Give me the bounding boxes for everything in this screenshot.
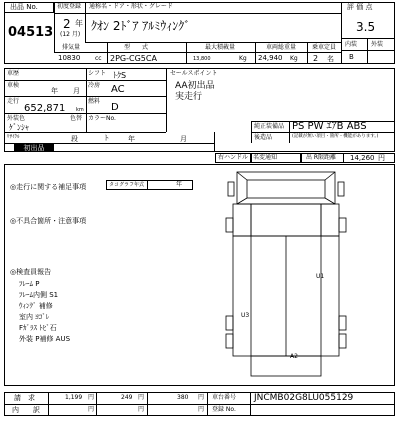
handle-value: 右ハンドル (218, 154, 249, 161)
mileage-label: 走行 (7, 98, 20, 105)
color-number-label: カラーNo. (88, 115, 116, 122)
gross-weight-value: 24,940 (258, 54, 283, 62)
displacement-unit: cc (95, 55, 102, 62)
chassis-label: 車台番号 (212, 394, 237, 401)
exterior-label: 外装 (371, 41, 384, 48)
vehicle-name: ｸｵﾝ 2ﾄﾞｱ ｱﾙﾐｳｨﾝｸﾞ (91, 19, 191, 33)
mileage-unit: km (76, 107, 84, 113)
equipment-label: 純正装備品 (254, 123, 285, 130)
inspector-line-5: Fｶﾞﾗｽ ﾄﾋﾞ石 (19, 324, 57, 332)
lot-number: 04513 (8, 25, 54, 40)
breakdown-unit-1: 円 (88, 406, 95, 413)
past-unit: 円 (378, 154, 385, 162)
max-load-unit: Kg (239, 55, 247, 62)
lot-label: 出品 No. (10, 3, 38, 11)
gross-weight-unit: Kg (290, 55, 298, 62)
first-reg-month: (12 月) (60, 31, 81, 38)
exterior-value: B (349, 53, 354, 61)
gross-weight-label: 車両総重量 (266, 44, 297, 51)
recycle-month: 月 (180, 135, 187, 143)
inspection-year: 年 (51, 87, 58, 95)
score-label: 評 価 点 (347, 3, 373, 11)
request-unit-3: 円 (198, 394, 205, 401)
past-label: 出 R限距離 (306, 154, 337, 161)
damage-mark-a2: A2 (290, 353, 298, 360)
name-change-label: 名変通知 (253, 154, 278, 161)
first-reg-year: 2 (63, 17, 71, 31)
sales-point-2: 実走行 (175, 92, 203, 102)
type-value: 2PG-CG5CA (110, 54, 157, 63)
mileage-value: 652,871 (24, 103, 66, 114)
aircon-label: 冷房 (88, 82, 101, 89)
chassis-value: JNCMB02G8LU055129 (254, 393, 354, 403)
breakdown-label: 内 訳 (12, 406, 40, 414)
damage-mark-u1: U1 (316, 273, 325, 280)
tachograph-year: 年 (176, 181, 183, 188)
defect-label: ◎不具合箇所・注意事項 (10, 217, 87, 225)
inspection-month: 月 (73, 87, 80, 95)
inspector-line-6: 外装 P補修 AUS (19, 335, 71, 343)
score-value: 3.5 (356, 20, 376, 34)
capacity-value: 2 (313, 54, 319, 63)
first-reg-label: 初度登録 (57, 3, 82, 10)
interior-label: 内装 (345, 41, 358, 48)
shift-label: シフト (88, 70, 107, 77)
vehicle-name-label: 通称名・ドア・形状・グレード (89, 3, 173, 10)
request-unit-2: 円 (138, 394, 145, 401)
shift-value: ﾄｸS (113, 71, 127, 80)
color-value: ｹﾞﾝｼｬ (9, 123, 29, 132)
past-value: 14,260 (350, 154, 375, 162)
max-load-label: 最大積載量 (205, 44, 236, 51)
max-load-value: 13,800 (193, 56, 211, 62)
fuel-label: 燃料 (88, 98, 101, 105)
color-change-label: 色替 (70, 115, 83, 122)
request-value-3: 380 (177, 394, 189, 401)
sales-point-1: AA初出品 (175, 81, 215, 91)
capacity-unit: 名 (327, 55, 334, 63)
breakdown-unit-2: 円 (138, 406, 145, 413)
fuel-value: D (111, 102, 119, 113)
inspection-label: 車検 (7, 82, 20, 89)
request-label: 請 求 (14, 394, 35, 402)
color-label: 外装色 (7, 115, 26, 122)
damage-mark-u3: U3 (241, 312, 250, 319)
supplement-label: ◎走行に関する補足事項 (10, 183, 87, 191)
recycle-year: 年 (128, 135, 135, 143)
inspector-label: ◎検査員報告 (10, 268, 52, 276)
inspector-line-3: ｳｨﾝｸﾞ 補修 (19, 302, 53, 310)
first-listed-badge: 初出品 (14, 144, 54, 152)
vehicle-history-label: 車歴 (7, 70, 20, 77)
equipment-value: PS PW ｴｱB ABS (292, 121, 367, 132)
request-value-1: 1,199 (65, 394, 83, 401)
displacement-label: 排気量 (62, 44, 81, 51)
registration-label: 登録 No. (212, 406, 236, 413)
breakdown-unit-3: 円 (198, 406, 205, 413)
request-unit-1: 円 (88, 394, 95, 401)
recycle-stage: 段 (71, 135, 78, 143)
truck-diagram (225, 166, 347, 384)
type-label: 型 式 (124, 44, 149, 51)
sales-points-label: セールスポイント (170, 70, 218, 77)
option-note: (記載が無い項目・箇所・機能があります。) (292, 134, 379, 139)
tachograph-label: タコグラフ年式 (109, 182, 145, 188)
inspector-line-1: ﾌﾚｰﾑ P (19, 280, 40, 288)
first-reg-year-unit: 年 (75, 19, 83, 28)
inspector-line-2: ﾌﾚｰﾑ内側 S1 (19, 291, 59, 299)
request-value-2: 249 (121, 394, 133, 401)
capacity-label: 乗車定員 (312, 44, 337, 51)
displacement-value: 10830 (58, 54, 81, 62)
inspector-line-4: 室内 ﾖｺﾞﾚ (19, 313, 50, 321)
recycle-label: ﾘｻｲｸﾙ (7, 134, 20, 140)
aircon-value: AC (111, 84, 125, 95)
recycle-mark: ト (103, 134, 110, 142)
option-label: 後造品 (254, 134, 273, 141)
